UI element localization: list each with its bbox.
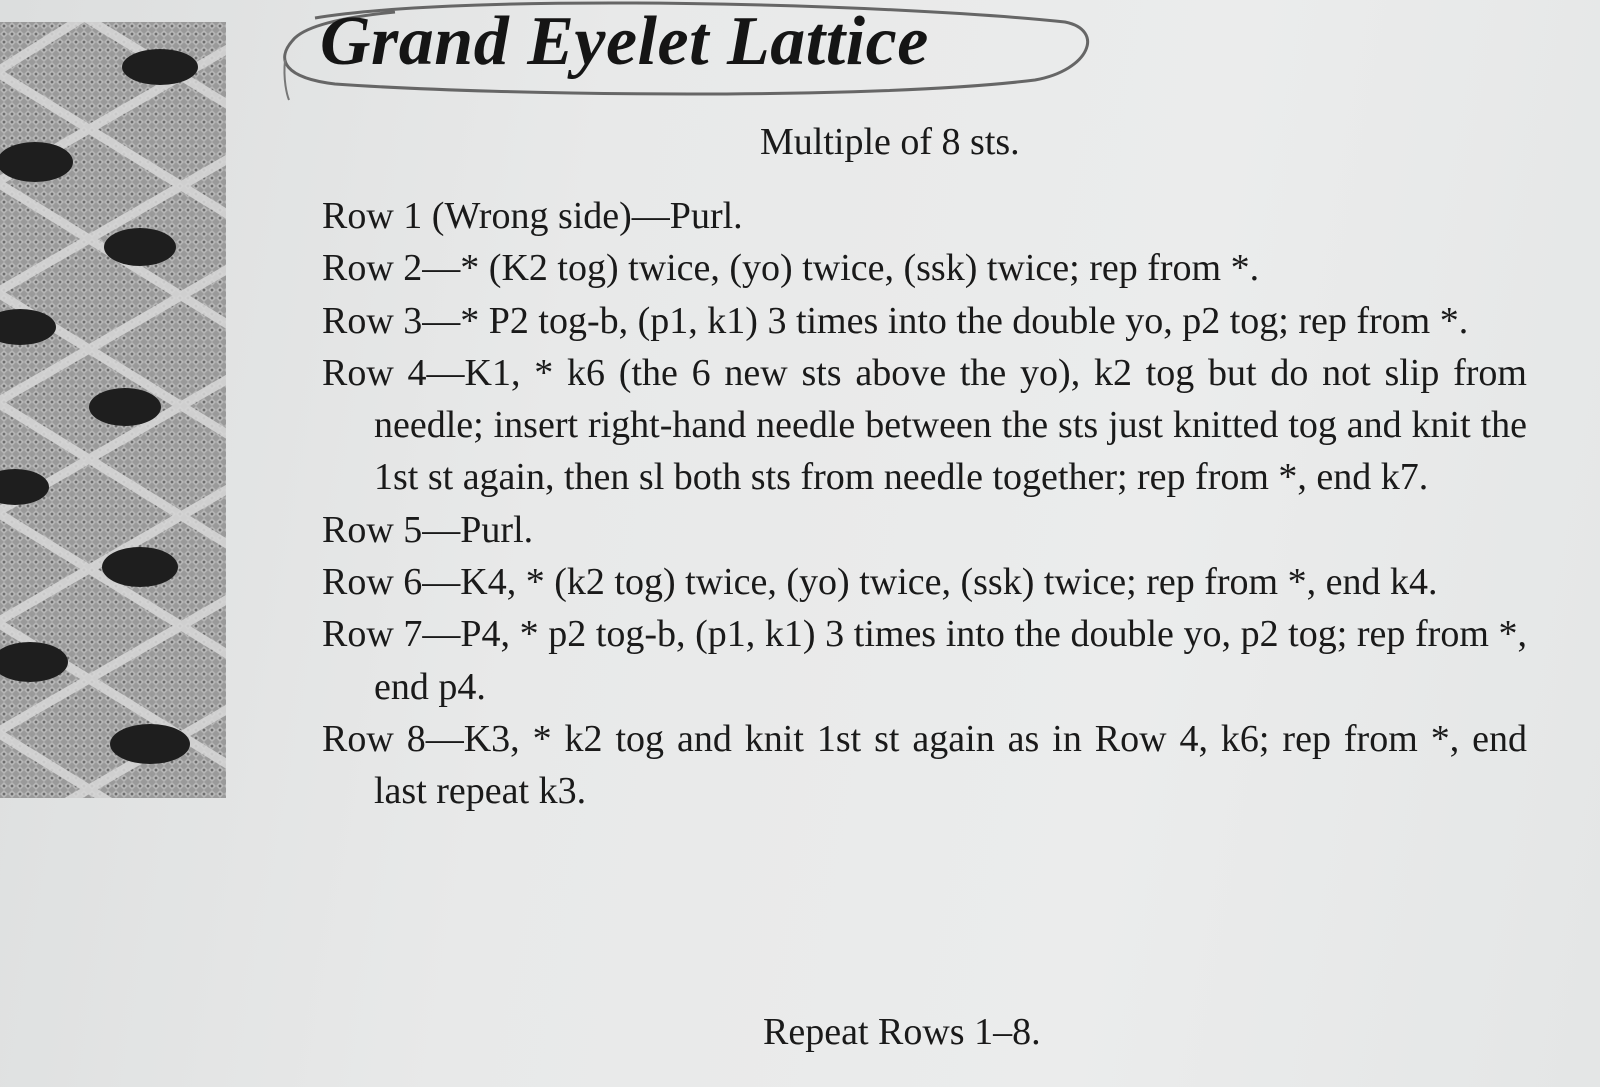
instruction-row-1: Row 1 (Wrong side)—Purl.	[322, 195, 743, 237]
pattern-instructions	[322, 190, 1527, 818]
title-block	[275, 0, 1105, 105]
pattern-title: Grand Eyelet Lattice	[320, 3, 929, 80]
instruction-row-8: Row 8—K3, * k2 tog and knit 1st st again as in Row 4, k6; rep from *, end last repeat k3.	[322, 717, 1527, 813]
instruction-row-2: Row 2—* (K2 tog) twice, (yo) twice, (ssk) twice; rep from *.	[322, 247, 1260, 290]
instruction-row-5: Row 5—Purl.	[322, 508, 534, 551]
instruction-row-4: Row 4—K1, * k6 (the 6 new sts above the yo), k2 tog but do not slip from needle; insert right-hand needle between the sts just knitted tog and knit the 1st st again, then sl both sts from needle together; rep from *, end k7.	[322, 351, 1527, 499]
stitch-multiple: Multiple of 8 sts.	[760, 121, 1020, 163]
instruction-row-7: Row 7—P4, * p2 tog-b, (p1, k1) 3 times into the double yo, p2 tog; rep from *, end p4.	[322, 613, 1527, 708]
knitted-swatch-photo	[0, 22, 226, 798]
repeat-instruction: Repeat Rows 1–8.	[763, 1011, 1041, 1053]
instruction-row-6: Row 6—K4, * (k2 tog) twice, (yo) twice, (ssk) twice; rep from *, end k4.	[322, 561, 1438, 604]
instruction-row-3: Row 3—* P2 tog-b, (p1, k1) 3 times into the double yo, p2 tog; rep from *.	[322, 299, 1469, 342]
